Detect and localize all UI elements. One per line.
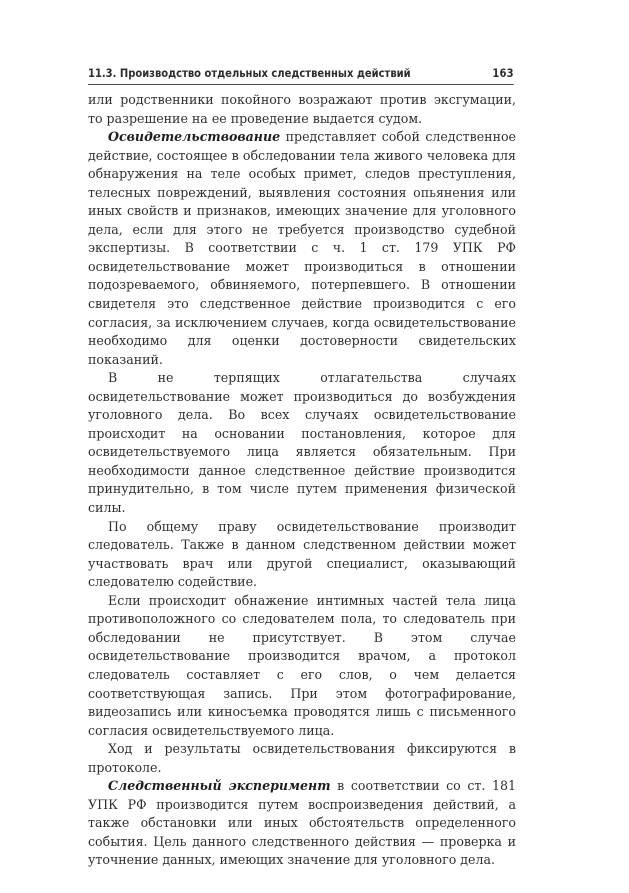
paragraph-text: Если происходит обнажение интимных частей тела лица противоположного со следователем пола, то следователь при обследовании не присутствует. В этом случае освидетельствование производится врачом, а протокол следователь составляет с его слов, о чем делается соответствующая запись. При этом фотографирование, видеозапись или киносъемка проводятся лишь с письменного согласия освидетельствуемого лица. (88, 592, 516, 738)
paragraph-examination-definition (88, 128, 516, 369)
term-examination: Освидетельствование (108, 129, 281, 145)
page-number: 163 (492, 66, 514, 80)
section-title: 11.3. Производство отдельных следственных действий (88, 66, 411, 80)
paragraph-investigative-experiment (88, 777, 516, 870)
paragraph-text: в соответствии со ст. 181 УПК РФ производится путем воспроизведения действий, а также обстановки или иных обстоятельств определенного события. Цель данного следственного действия — проверка и уточнение данных, имеющих значение для уголовного дела. (88, 778, 516, 868)
running-header (88, 62, 514, 85)
paragraph-text: представляет собой следственное действие, состоящее в обследовании тела живого человека для обнаружения на теле особых примет, следов преступления, телесных повреждений, выявления состояния опьянения или иных свойств и признаков, имеющих значение для уголовного дела, если для этого не требуется производство судебной экспертизы. В соответствии с ч. 1 ст. 179 УПК РФ освидетельствование может производиться в отношении подозреваемого, обвиняемого, потерпевшего. В отношении свидетеля это следственное действие производится с его согласия, за исключением случаев, когда освидетельствование необходимо для оценки достоверности свидетельских показаний. (88, 129, 516, 367)
paragraph-text: По общему праву освидетельствование производит следователь. Также в данном следственном действии может участвовать врач или другой специалист, оказывающий следователю содействие. (88, 518, 516, 590)
paragraph-text: В не терпящих отлагательства случаях освидетельствование может производиться до возбуждения уголовного дела. Во всех случаях освидетельствование происходит на основании постановления, которое для освидетельствуемого лица является обязательным. При необходимости данное следственное действие производится принудительно, в том числе путем применения физической силы. (88, 370, 516, 516)
paragraph-intimate-parts (88, 592, 516, 740)
paragraph-text: или родственники покойного возражают против эксгумации, то разрешение на ее проведение выдается судом. (88, 92, 516, 126)
paragraph-continuation (88, 91, 516, 128)
body-text (88, 91, 516, 870)
term-investigative-experiment: Следственный эксперимент (108, 778, 331, 794)
paragraph-protocol (88, 740, 516, 777)
paragraph-urgent-cases (88, 369, 516, 517)
paragraph-who-conducts (88, 518, 516, 592)
paragraph-text: Ход и результаты освидетельствования фиксируются в протоколе. (88, 741, 516, 775)
